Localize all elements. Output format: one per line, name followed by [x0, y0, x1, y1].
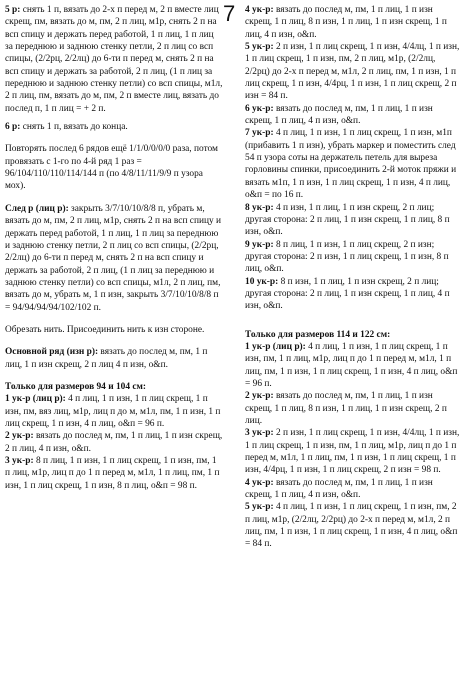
row-text: 4 п лиц, 1 п изн, 1 п лиц скрещ, 1 п изн, пм, 1 п лиц, м1р, лиц п до 1 п перед м, м1л, 1 п лиц, пм, 1 п изн, 1 п лиц скрещ, 1 п изн, 4 п лиц, о&п = 96 п. [245, 341, 458, 389]
row-label: Основной ряд (изн р): [5, 347, 99, 358]
row-text: снять 1 п, вязать до конца. [20, 122, 128, 133]
next-row [5, 203, 223, 314]
row-text: вязать до послед м, пм, 1 п лиц, 1 п изн скрещ, 1 п лиц, 4 п изн, о&п. [245, 477, 433, 501]
row-label: 3 ук-р: [245, 428, 274, 439]
size-row-3 [245, 427, 460, 476]
dec-row-4 [245, 4, 460, 41]
repeat-paragraph [5, 143, 223, 192]
row-text: снять 1 п, вязать до 2-х п перед м, 2 п вместе лиц скрещ, пм, вязать до м, пм, 2 п лиц, м1р, снять 2 п на всп спицу и держать перед работой, 1 п лиц, 1 п лиц за переднюю и заднюю стенку петли, 2 п лиц со всп спицы, (2/2рц, 2/2лц) до 6-ти п перед м, снять 2 п на всп спицу и держать за работой, 2 п лиц, (1 п лиц за переднюю и заднюю стенку петли) со всп спицы, м1л, 2 п лиц, пм, вязать до м, пм, 2 п вместе лиц, вязать до послед п, 1 п лиц = + 2 п. [5, 5, 223, 114]
row-label: 6 ук-р: [245, 103, 274, 114]
cut-yarn-paragraph [5, 324, 223, 336]
heading-text: Только для размеров 94 и 104 см: [5, 381, 147, 392]
dec-row-2 [5, 430, 223, 455]
row-label: 6 р: [5, 122, 21, 133]
row-text: 2 п изн, 1 п лиц скрещ, 1 п изн, 4/4лц, 1 п изн, 1 п лиц скрещ, 1 п изн, пм, 1 п лиц, м1р, лиц п до 1 п перед м, м1л, 1 п лиц, пм, 1 п изн, 1 п лиц скрещ, 1 п изн, 4/4рц, 1 п изн, 1 п лиц скрещ, 2 п изн = 98 п. [245, 428, 460, 476]
row-label: 9 ук-р: [245, 239, 274, 250]
dec-row-1 [5, 393, 223, 430]
row-text: 8 п лиц, 1 п изн, 1 п лиц скрещ, 1 п изн, пм, 1 п лиц, м1р, лиц п до 1 п перед м, м1л, 1 п лиц, пм, 1 п изн, 1 п лиц скрещ, 1 п изн, 8 п лиц, о&п = 98 п. [5, 456, 220, 491]
row-label: След р (лиц р): [5, 203, 69, 214]
paragraph-text: Обрезать нить. Присоединить нить к изн стороне. [5, 324, 205, 335]
row-label: 10 ук-р: [245, 276, 279, 287]
heading-text: Только для размеров 114 и 122 см: [245, 329, 391, 340]
row-text: 8 п изн, 1 п лиц, 1 п изн скрещ, 2 п лиц; другая сторона: 2 п лиц, 1 п изн скрещ, 1 п лиц, 4 п изн, о&п. [245, 276, 450, 312]
dec-row-3 [5, 455, 223, 492]
size-row-1 [245, 341, 460, 390]
row-text: 4 п изн, 1 п лиц, 1 п изн скрещ, 2 п лиц; другая сторона: 2 п лиц, 1 п изн скрещ, 1 п лиц, 8 п изн, о&п. [245, 202, 450, 238]
dec-row-7 [245, 127, 460, 201]
row-text: вязать до послед м, пм, 1 п лиц, 1 п изн скрещ, 1 п лиц, 8 п изн, 1 п лиц, 1 п изн скрещ, 2 п лиц. [245, 391, 447, 426]
row-text: 2 п изн, 1 п лиц скрещ, 1 п изн, 4/4лц, 1 п изн, 1 п лиц скрещ, 1 п изн, пм, 2 п лиц, м1р, (2/2лц, 2/2рц) до 2-х п перед м, м1л, 2 п лиц, пм, 1 п изн, 1 п лиц скрещ, 1 п изн, 4/4рц, 1 п изн, 1 п лиц скрещ, 2 п изн = 84 п. [245, 42, 460, 102]
row-text: 4 п лиц, 1 п изн, 1 п лиц скрещ, 1 п изн, пм, вяз лиц, м1р, лиц п до м, м1л, пм, 1 п изн, 1 п лиц скрещ, 1 п изн, 4 п лиц, о&п = 96 п. [5, 394, 221, 429]
row-5 [5, 4, 223, 115]
row-text: вязать до послед м, пм, 1 п лиц, 1 п изн скрещ, 2 п лиц 4 п изн, о&п. [5, 347, 208, 370]
right-column [245, 4, 460, 551]
row-text: 4 п лиц, 1 п изн, 1 п лиц скрещ, 1 п изн, м1п (прибавить 1 п изн), убрать маркер и поместить след 54 п узора соты на держатель петель для выреза горловины спинки, присоединить 2-й моток пряжи и вязать м1п, 1 п изн, 1 п лиц скрещ, 1 п изн, 4 п лиц, о&п = по 16 п. [245, 128, 457, 201]
row-label: 1 ук-р (лиц р): [245, 341, 306, 352]
dec-row-6 [245, 103, 460, 128]
row-text: вязать до послед м, пм, 1 п лиц, 1 п изн скрещ, 2 п лиц, 4 п изн, о&п. [5, 431, 223, 454]
row-label: 8 ук-р: [245, 202, 274, 213]
row-label: 4 ук-р: [245, 477, 274, 488]
paragraph-text: Повторять послед 6 рядов ещё 1/1/0/0/0/0 раза, потом провязать с 1-го по 4-й ряд 1 раз = 96/104/110/110/114/144 п (по 4/8/11/11/9/9 п узора мох). [5, 144, 218, 192]
dec-row-10 [245, 276, 460, 313]
row-text: 8 п лиц, 1 п изн, 1 п лиц скрещ, 2 п изн; другая сторона: 2 п изн, 1 п лиц скрещ, 1 п изн, 8 п лиц, о&п. [245, 239, 449, 275]
dec-row-8 [245, 202, 460, 239]
row-label: 5 ук-р: [245, 502, 274, 513]
row-text: закрыть 3/7/10/10/8/8 п, убрать м, вязать до м, пм, 2 п лиц, м1р, снять 2 п на всп спицу и держать перед работой, 1 п лиц, 1 п лиц за переднюю и заднюю стенку петли, 2 п лиц со всп спицы, (2/2рц, 2/2лц) до 6-ти п перед м, снять 2 п на всп спицу и держать за работой, 2 п лиц, (1 п лиц за переднюю и заднюю стенку петли) со всп спицы, м1л, 2 п лиц, пм, вязать до м, убрать м, 1 п изн, закрыть 3/7/10/10/8/8 п = 94/94/94/94/102/102 п. [5, 203, 222, 313]
row-label: 5 р: [5, 5, 21, 15]
left-column [5, 4, 223, 492]
dec-row-9 [245, 239, 460, 276]
main-row [5, 346, 223, 371]
row-label: 7 ук-р: [245, 128, 274, 139]
row-text: вязать до послед м, пм, 1 п лиц, 1 п изн скрещ, 1 п лиц, 4 п изн, о&п. [245, 103, 433, 127]
section-heading-114-122 [245, 329, 460, 341]
section-heading-94-104 [5, 381, 223, 393]
dec-row-5 [245, 41, 460, 103]
row-label: 2 ук-р: [5, 431, 34, 442]
size-row-5 [245, 501, 460, 550]
row-label: 4 ук-р: [245, 5, 274, 15]
row-6 [5, 121, 223, 133]
row-label: 3 ук-р: [5, 456, 34, 466]
row-label: 5 ук-р: [245, 42, 274, 53]
row-text: 4 п лиц, 1 п изн, 1 п лиц скрещ, 1 п изн, пм, 2 п лиц, м1р, (2/2лц, 2/2рц) до 2-х п перед м, м1л, 2 п лиц, пм, 1 п изн, 1 п лиц скрещ, 1 п изн, 4 п лиц, о&п = 84 п. [245, 502, 458, 550]
row-label: 2 ук-р: [245, 391, 274, 402]
row-text: вязать до послед м, пм, 1 п лиц, 1 п изн скрещ, 1 п лиц, 8 п изн, 1 п лиц, 1 п изн скрещ, 1 п лиц, 4 п изн, о&п. [245, 5, 447, 40]
row-label: 1 ук-р (лиц р): [5, 394, 66, 405]
size-row-2 [245, 390, 460, 427]
size-row-4 [245, 477, 460, 502]
page-number: 7 [223, 1, 236, 26]
